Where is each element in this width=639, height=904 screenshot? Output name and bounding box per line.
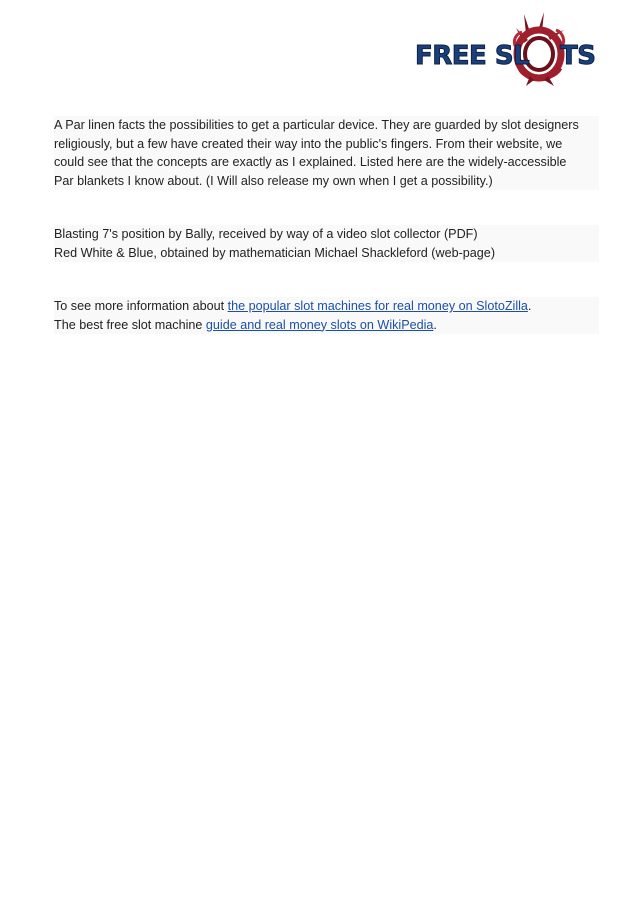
logo-text-right: TS	[560, 41, 596, 71]
more-info-paragraph	[54, 297, 599, 334]
free-slots-logo	[412, 10, 600, 86]
intro-line-4: Par blankets I know about. (I Will also release my own when I get a possibility.)	[54, 173, 493, 188]
intro-paragraph	[54, 116, 599, 190]
intro-line-2: religiously, but a few have created their way into the public's fingers. From their website, we	[54, 136, 563, 151]
source-line-1: Blasting 7's position by Bally, received by way of a video slot collector (PDF)	[54, 227, 478, 241]
sources-paragraph	[54, 225, 599, 262]
more-info-suffix-2: .	[433, 317, 437, 332]
document-body	[54, 116, 599, 334]
more-info-suffix-1: .	[527, 299, 532, 313]
slotozilla-link[interactable]: the popular slot machines for real money on SlotoZilla	[227, 299, 528, 313]
more-info-line-1	[54, 297, 599, 316]
more-info-prefix-1: To see more information about	[54, 299, 228, 313]
spacer	[54, 262, 599, 297]
intro-line-3: could see that the concepts are exactly as I explained. Listed here are the widely-accessible	[54, 155, 567, 169]
more-info-prefix-2: The best free slot machine	[54, 317, 206, 332]
wikipedia-link[interactable]: guide and real money slots on WikiPedia	[205, 317, 434, 332]
spacer	[54, 190, 599, 225]
free-slots-logo-graphic	[412, 10, 600, 86]
source-line-2: Red White & Blue, obtained by mathematician Michael Shackleford (web-page)	[54, 245, 496, 260]
more-info-line-2	[54, 316, 599, 335]
intro-line-1: A Par linen facts the possibilities to get a particular device. They are guarded by slot designers	[54, 118, 579, 132]
logo-text-left: FREE SL	[415, 41, 530, 71]
